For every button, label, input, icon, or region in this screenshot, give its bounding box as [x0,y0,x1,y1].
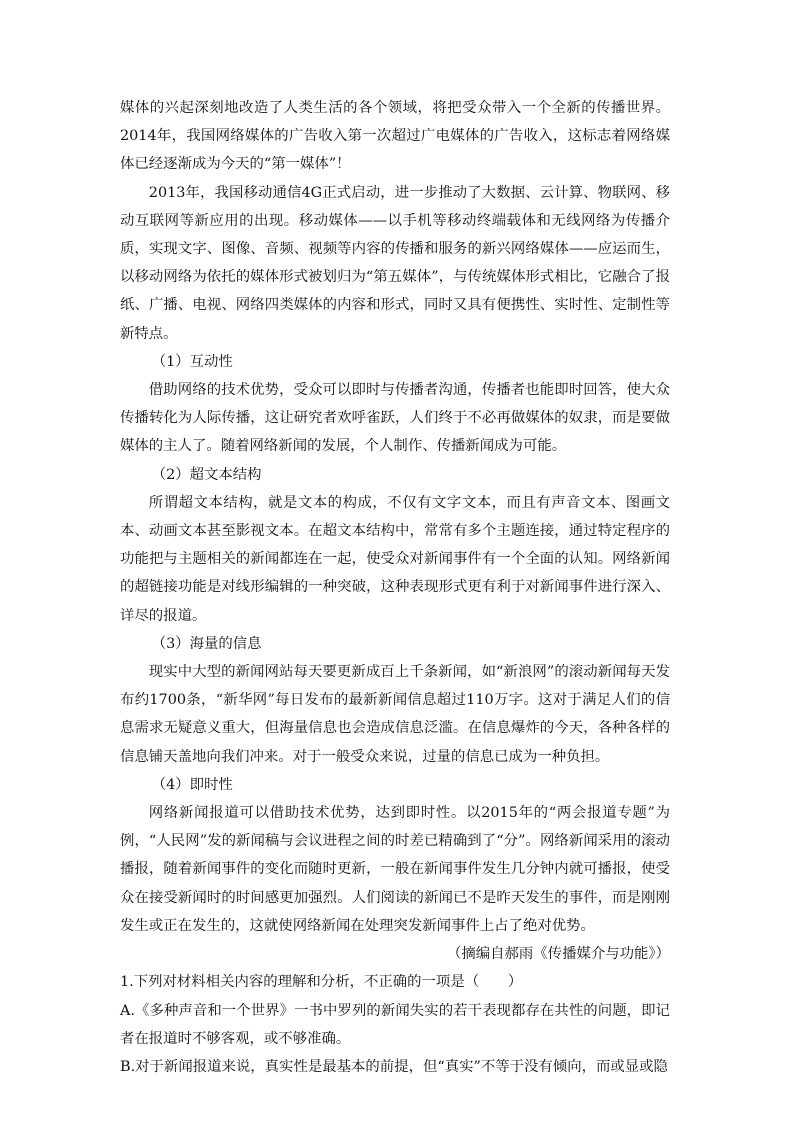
heading-massive-information: （3）海量的信息 [151,635,262,652]
heading-interactivity: （1）互动性 [151,353,233,370]
document-body [120,94,670,1081]
question-stem: 1.下列对材料相关内容的理解和分析，不正确的一项是（ ） [120,974,523,991]
paragraph-interactivity: 借助网络的技术优势，受众可以即时与传播者沟通，传播者也能即时回答，使大众传播转化为人际传播，这让研究者欢呼雀跃，人们终于不必再做媒体的奴隶，而是要做媒体的主人了。随着网络新闻的发展，个人制作、传播新闻成为可能。 [120,382,670,455]
paragraph-immediacy: 网络新闻报道可以借助技术优势，达到即时性。以2015年的“两会报道专题”为例，“人民网”发的新闻稿与会议进程之间的时差已精确到了“分”。网络新闻采用的滚动播报，随着新闻事件的变化而随时更新，一般在新闻事件发生几分钟内就可播报，使受众在接受新闻时的时间感更加强烈。人们阅读的新闻已不是昨天发生的事件，而是刚刚发生或正在发生的，这就使网络新闻在处理突发新闻事件上占了绝对优势。 [120,805,670,934]
paragraph-network-media: 媒体的兴起深刻地改造了人类生活的各个领域，将把受众带入一个全新的传播世界。2014年，我国网络媒体的广告收入第一次超过广电媒体的广告收入，这标志着网络媒体已经逐渐成为今天的“第一媒体”！ [120,100,670,173]
paragraph-hypertext: 所谓超文本结构，就是文本的构成，不仅有文字文本，而且有声音文本、图画文本、动画文本甚至影视文本。在超文本结构中，常常有多个主题连接，通过特定程序的功能把与主题相关的新闻都连在一起，使受众对新闻事件有一个全面的认知。网络新闻的超链接功能是对线形编辑的一种突破，这种表现形式更有利于对新闻事件进行深入、详尽的报道。 [120,494,670,624]
source-citation: （摘编自郝雨《传播媒介与功能》） [446,946,670,963]
question-option-a: A.《多种声音和一个世界》一书中罗列的新闻失实的若干表现都存在共性的问题，即记者在报道时不够客观，或不够准确。 [120,1002,670,1047]
question-option-b: B.对于新闻报道来说，真实性是最基本的前提，但“真实”不等于没有倾向，而或显或隐 [120,1058,668,1075]
heading-hypertext: （2）超文本结构 [151,466,262,483]
paragraph-massive-information: 现实中大型的新闻网站每天要更新成百上千条新闻，如“新浪网”的滚动新闻每天发布约1700条，“新华网”每日发布的最新新闻信息超过110万字。这对于满足人们的信息需求无疑意义重大，但海量信息也会造成信息泛滥。在信息爆炸的今天，各种各样的信息铺天盖地向我们冲来。对于一般受众来说，过量的信息已成为一种负担。 [120,664,670,765]
heading-immediacy: （4）即时性 [151,776,233,793]
paragraph-mobile-media: 2013年，我国移动通信4G正式启动，进一步推动了大数据、云计算、物联网、移动互联网等新应用的出现。移动媒体——以手机等移动终端载体和无线网络为传播介质，实现文字、图像、音频、视频等内容的传播和服务的新兴网络媒体——应运而生，以移动网络为依托的媒体形式被划归为“第五媒体”，与传统媒体形式相比，它融合了报纸、广播、电视、网络四类媒体的内容和形式，同时又具有便携性、实时性、定制性等新特点。 [120,184,670,342]
